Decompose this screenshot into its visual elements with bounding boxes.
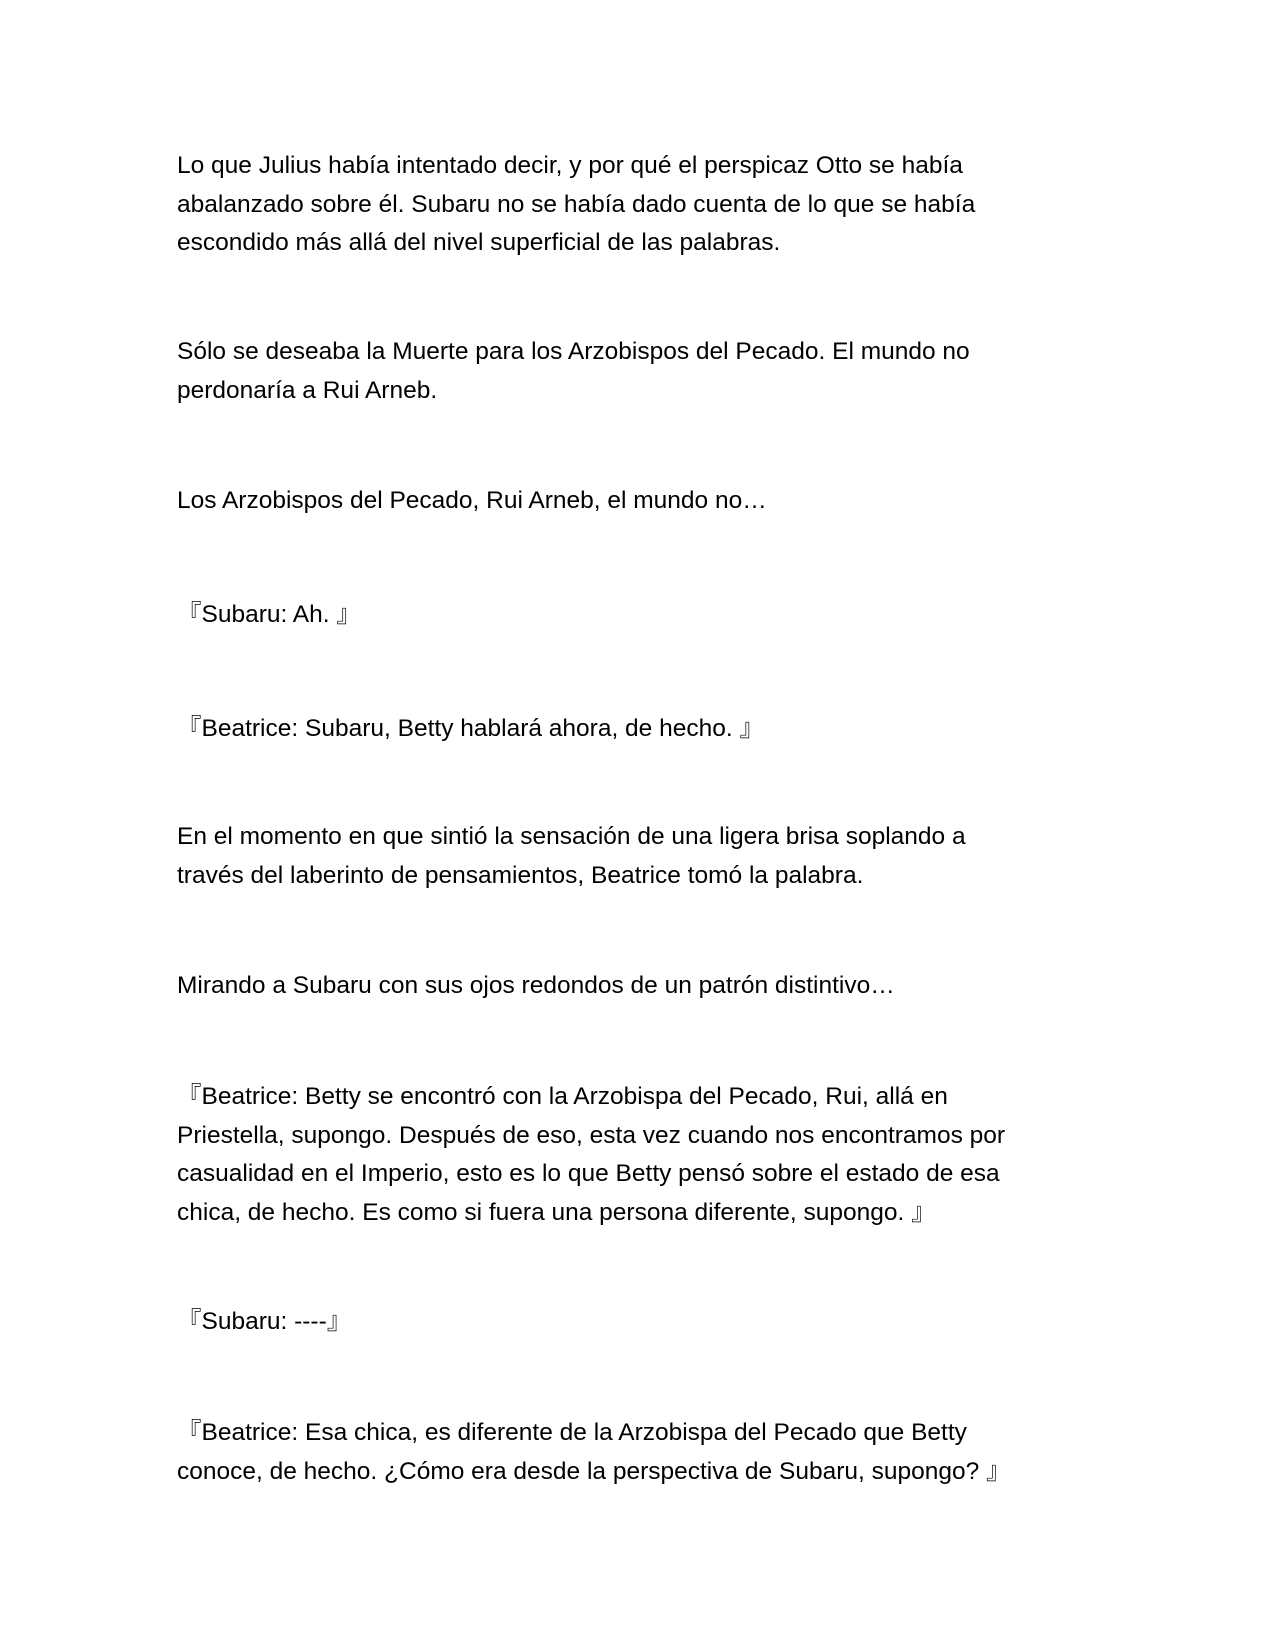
paragraph-narration-4: [177, 818, 1077, 895]
paragraph-narration-2: [177, 333, 1077, 410]
dialogue-subaru-2: [177, 1303, 1077, 1342]
text-line: escondido más allá del nivel superficial de las palabras.: [177, 229, 781, 256]
text-line: 『Beatrice: Esa chica, es diferente de la Arzobispa del Pecado que Betty: [177, 1419, 967, 1446]
text-line: 『Beatrice: Subaru, Betty hablará ahora, de hecho. 』: [177, 715, 764, 742]
dialogue-beatrice-2: [177, 1078, 1077, 1232]
paragraph-narration-5: [177, 967, 1077, 1006]
text-line: Los Arzobispos del Pecado, Rui Arneb, el mundo no…: [177, 487, 767, 514]
paragraph-narration-1: [177, 147, 1077, 263]
paragraph-narration-3: [177, 482, 1077, 521]
text-line: perdonaría a Rui Arneb.: [177, 376, 438, 404]
text-line: abalanzado sobre él. Subaru no se había dado cuenta de lo que se había: [177, 190, 976, 218]
text-line: 『Subaru: ----』: [177, 1308, 352, 1335]
dialogue-beatrice-1: [177, 710, 1077, 749]
text-line: Mirando a Subaru con sus ojos redondos de un patrón distintivo…: [177, 972, 895, 999]
text-line: chica, de hecho. Es como si fuera una persona diferente, supongo. 』: [177, 1198, 936, 1226]
text-line: Sólo se deseaba la Muerte para los Arzobispos del Pecado. El mundo no: [177, 338, 970, 365]
text-line: casualidad en el Imperio, esto es lo que Betty pensó sobre el estado de esa: [177, 1160, 1000, 1187]
dialogue-beatrice-3: [177, 1414, 1077, 1491]
text-line: 『Subaru: Ah. 』: [177, 601, 361, 628]
text-line: Priestella, supongo. Después de eso, esta vez cuando nos encontramos por: [177, 1121, 1006, 1149]
text-line: través del laberinto de pensamientos, Beatrice tomó la palabra.: [177, 861, 864, 889]
text-line: 『Beatrice: Betty se encontró con la Arzobispa del Pecado, Rui, allá en: [177, 1083, 948, 1110]
text-line: En el momento en que sintió la sensación de una ligera brisa soplando a: [177, 823, 966, 850]
dialogue-subaru-1: [177, 596, 1077, 635]
text-line: Lo que Julius había intentado decir, y por qué el perspicaz Otto se había: [177, 152, 963, 179]
text-line: conoce, de hecho. ¿Cómo era desde la perspectiva de Subaru, supongo? 』: [177, 1457, 1011, 1485]
